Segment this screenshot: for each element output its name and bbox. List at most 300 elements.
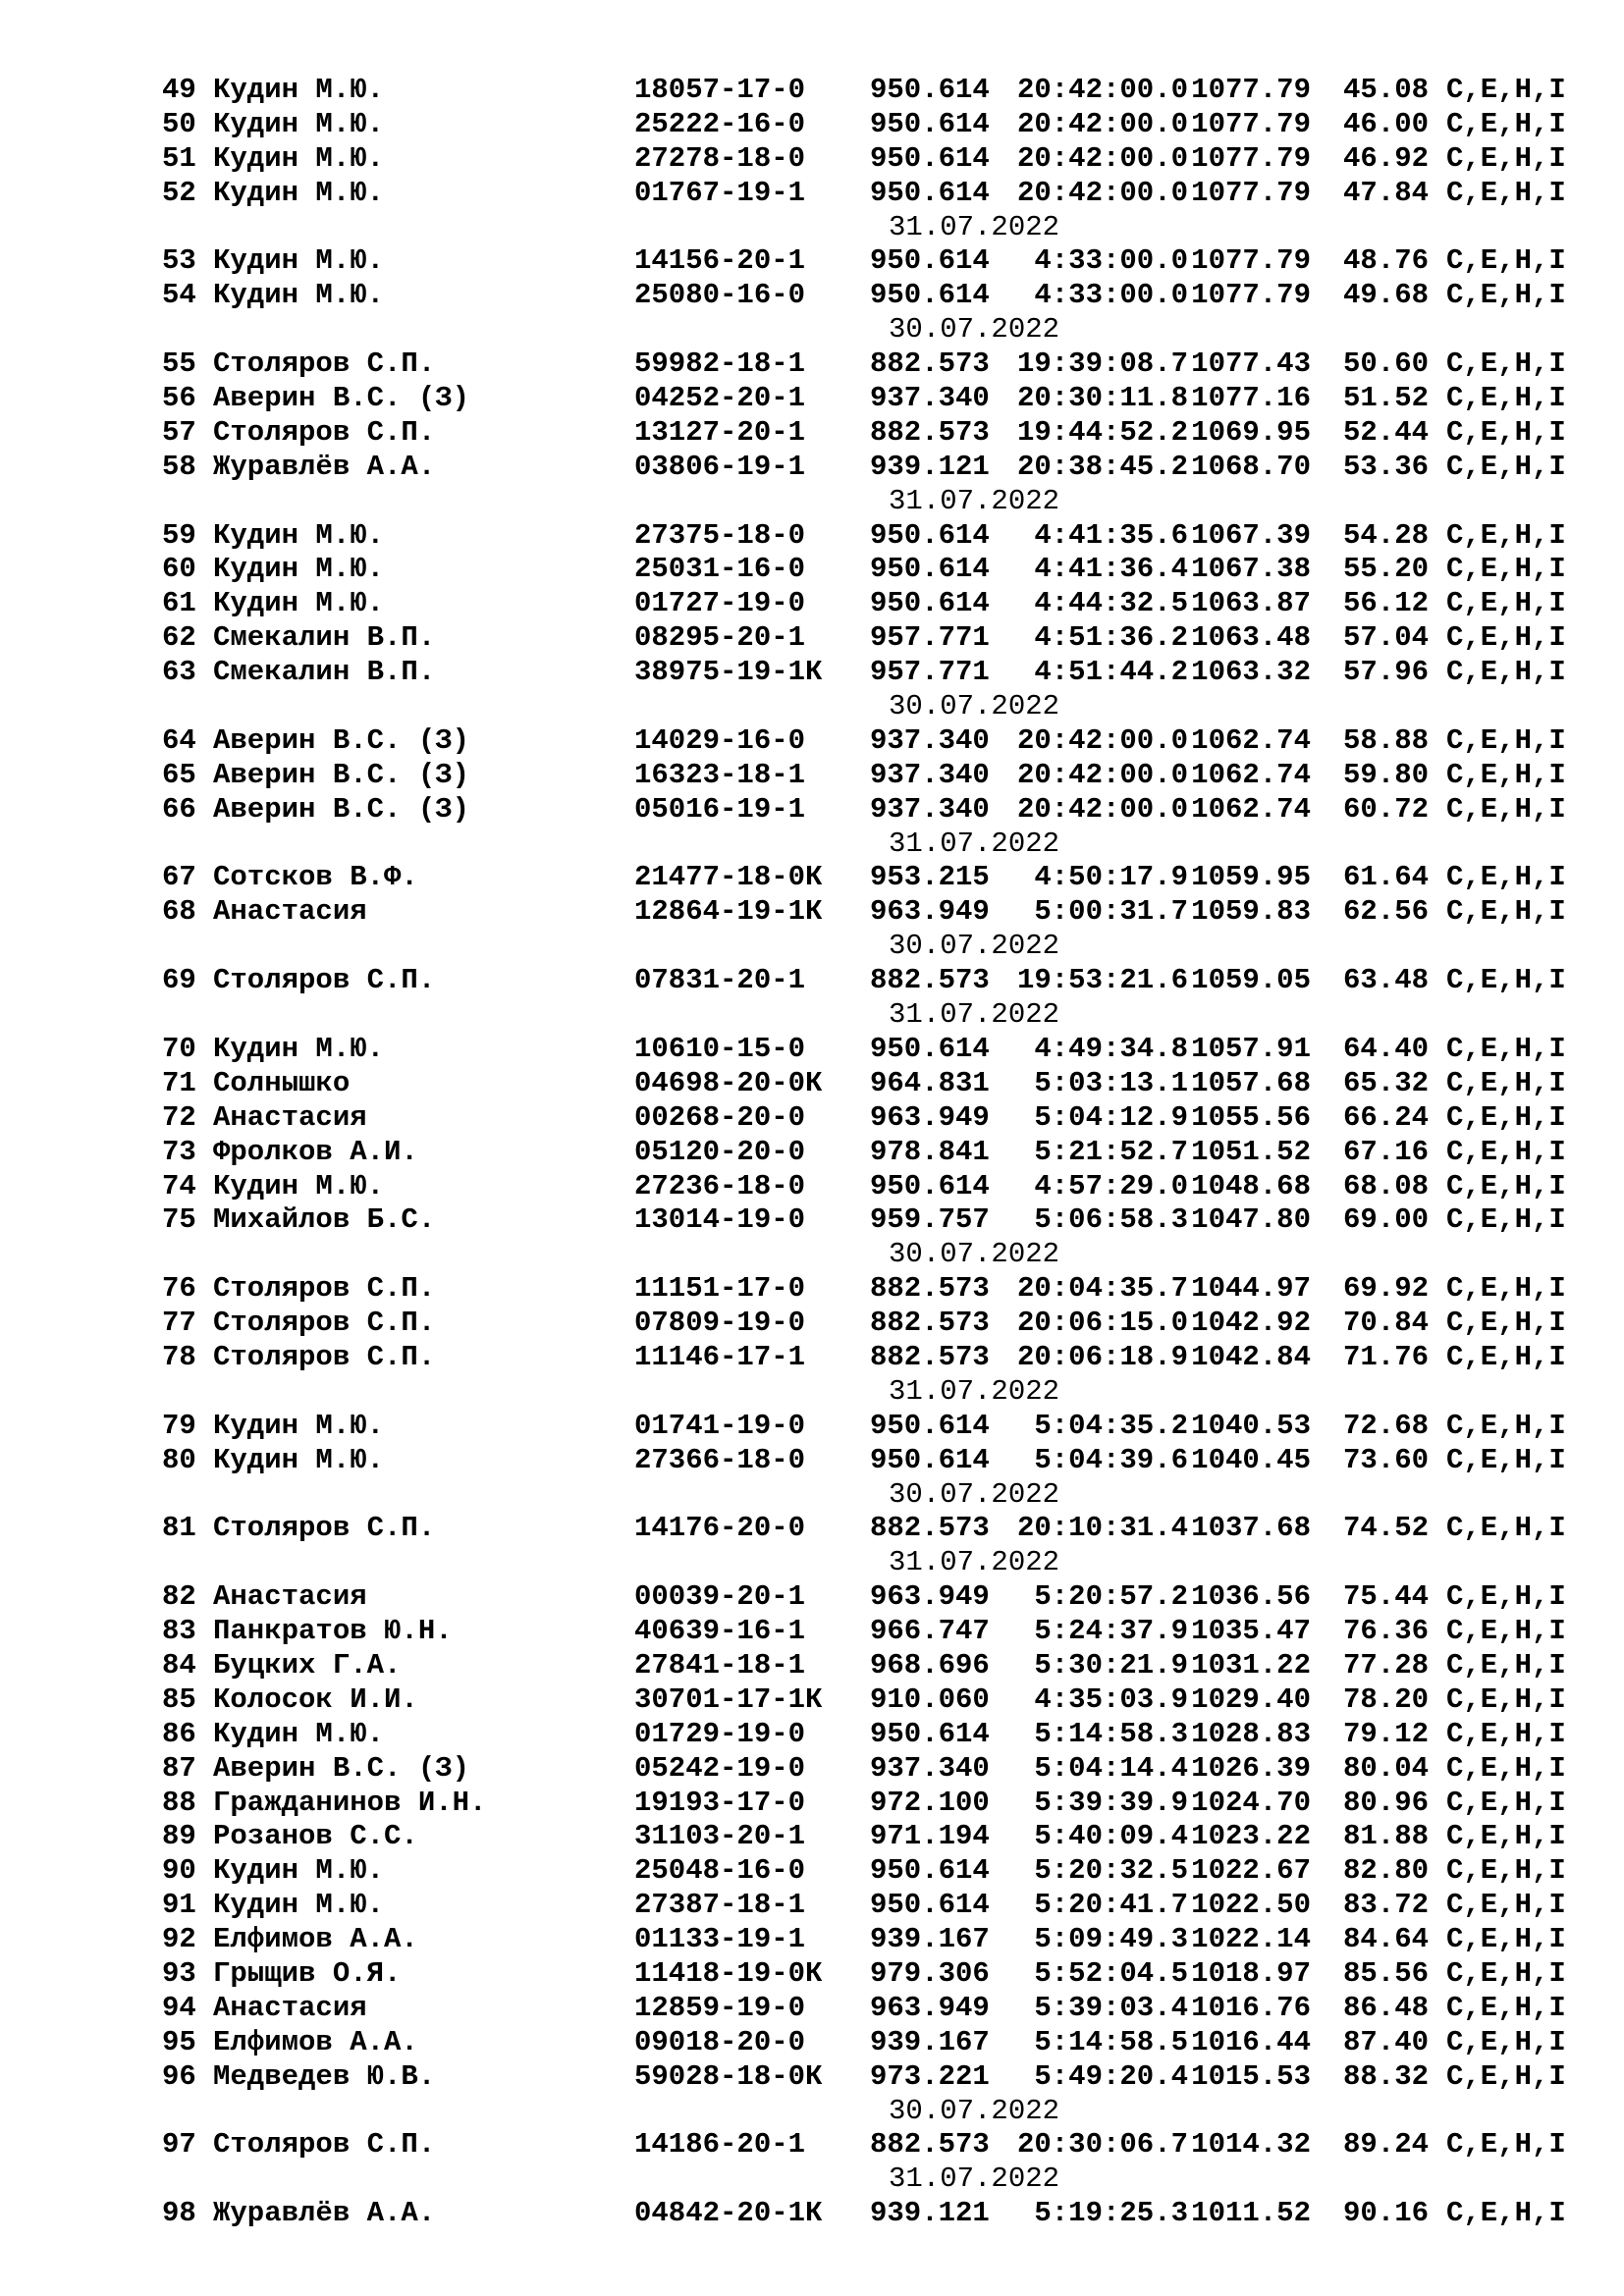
points: 88.32 (1342, 2059, 1429, 2093)
distance: 978.841 (870, 1135, 990, 1168)
points: 74.52 (1342, 1512, 1429, 1545)
points: 57.04 (1342, 621, 1429, 655)
fancier-name: Столяров С.П. (213, 1307, 436, 1340)
rank-number: 81 (162, 1512, 196, 1545)
date-separator: 31.07.2022 (889, 1546, 1060, 1579)
distance: 937.340 (870, 1751, 990, 1785)
speed: 1059.83 (1191, 895, 1311, 929)
result-row (162, 1854, 1603, 1889)
fancier-name: Кудин М.Ю. (213, 1409, 385, 1442)
date-separator: 31.07.2022 (889, 210, 1060, 243)
arrival-time: 5:14:58.3 (1034, 1717, 1188, 1750)
distance: 937.340 (870, 792, 990, 826)
result-row (162, 724, 1603, 759)
arrival-time: 4:41:35.6 (1034, 518, 1188, 552)
distance: 950.614 (870, 1889, 990, 1922)
fancier-name: Кудин М.Ю. (213, 74, 385, 106)
ring-number: 09018-20-0 (634, 2025, 806, 2058)
rank-number: 63 (162, 656, 196, 689)
arrival-time: 4:51:44.2 (1034, 656, 1188, 689)
points: 69.00 (1342, 1203, 1429, 1237)
arrival-time: 5:19:25.3 (1034, 2197, 1188, 2230)
rank-number: 77 (162, 1307, 196, 1340)
rank-number: 87 (162, 1751, 196, 1785)
result-row (162, 1923, 1603, 1957)
result-row (162, 587, 1603, 621)
ring-number: 08295-20-1 (634, 621, 806, 655)
distance: 937.340 (870, 758, 990, 791)
distance: 882.573 (870, 2128, 990, 2162)
speed: 1062.74 (1191, 723, 1311, 757)
distance: 882.573 (870, 415, 990, 449)
result-row (162, 1170, 1603, 1204)
distance: 972.100 (870, 1786, 990, 1819)
flags: C,E,H,I (1446, 553, 1566, 586)
result-row (162, 2026, 1603, 2060)
fancier-name: Елфимов А.А. (213, 1923, 418, 1956)
speed: 1016.44 (1191, 2025, 1311, 2058)
ring-number: 13014-19-0 (634, 1203, 806, 1237)
rank-number: 56 (162, 382, 196, 415)
points: 61.64 (1342, 861, 1429, 894)
fancier-name: Аверин В.С. (З) (213, 382, 470, 415)
rank-number: 64 (162, 723, 196, 757)
points: 48.76 (1342, 244, 1429, 278)
points: 45.08 (1342, 74, 1429, 106)
speed: 1062.74 (1191, 758, 1311, 791)
rank-number: 67 (162, 861, 196, 894)
result-row (162, 347, 1603, 382)
points: 47.84 (1342, 176, 1429, 209)
result-row (162, 1787, 1603, 1821)
speed: 1042.84 (1191, 1340, 1311, 1373)
date-separator: 31.07.2022 (889, 2163, 1060, 2196)
result-row (162, 1615, 1603, 1649)
distance: 950.614 (870, 1409, 990, 1442)
speed: 1057.68 (1191, 1066, 1311, 1099)
ring-number: 27366-18-0 (634, 1443, 806, 1476)
ring-number: 07831-20-1 (634, 964, 806, 997)
fancier-name: Кудин М.Ю. (213, 1169, 385, 1202)
flags: C,E,H,I (1446, 1717, 1566, 1750)
ring-number: 40639-16-1 (634, 1615, 806, 1648)
ring-number: 01133-19-1 (634, 1923, 806, 1956)
result-row (162, 621, 1603, 656)
distance: 973.221 (870, 2059, 990, 2093)
fancier-name: Кудин М.Ю. (213, 1717, 385, 1750)
speed: 1047.80 (1191, 1203, 1311, 1237)
flags: C,E,H,I (1446, 107, 1566, 140)
speed: 1040.53 (1191, 1409, 1311, 1442)
rank-number: 55 (162, 347, 196, 381)
fancier-name: Кудин М.Ю. (213, 1032, 385, 1065)
speed: 1011.52 (1191, 2197, 1311, 2230)
ring-number: 05016-19-1 (634, 792, 806, 826)
distance: 910.060 (870, 1682, 990, 1716)
result-row (162, 416, 1603, 451)
distance: 963.949 (870, 1991, 990, 2024)
arrival-time: 5:40:09.4 (1034, 1820, 1188, 1853)
distance: 950.614 (870, 1443, 990, 1476)
rank-number: 54 (162, 279, 196, 312)
ring-number: 30701-17-1К (634, 1682, 823, 1716)
points: 84.64 (1342, 1923, 1429, 1956)
fancier-name: Михайлов Б.С. (213, 1203, 436, 1237)
speed: 1035.47 (1191, 1615, 1311, 1648)
ring-number: 00039-20-1 (634, 1580, 806, 1614)
points: 54.28 (1342, 518, 1429, 552)
fancier-name: Журавлёв А.А. (213, 2197, 436, 2230)
distance: 963.949 (870, 895, 990, 929)
speed: 1029.40 (1191, 1682, 1311, 1716)
fancier-name: Аверин В.С. (З) (213, 1751, 470, 1785)
result-row (162, 382, 1603, 416)
result-row (162, 1752, 1603, 1787)
arrival-time: 19:39:08.7 (1016, 347, 1188, 381)
fancier-name: Кудин М.Ю. (213, 279, 385, 312)
fancier-name: Кудин М.Ю. (213, 518, 385, 552)
points: 62.56 (1342, 895, 1429, 929)
flags: C,E,H,I (1446, 964, 1566, 997)
arrival-time: 5:14:58.5 (1034, 2025, 1188, 2058)
date-separator: 31.07.2022 (889, 484, 1060, 517)
ring-number: 27236-18-0 (634, 1169, 806, 1202)
rank-number: 76 (162, 1272, 196, 1306)
ring-number: 04698-20-0К (634, 1066, 823, 1099)
date-separator: 30.07.2022 (889, 1238, 1060, 1271)
rank-number: 53 (162, 244, 196, 278)
result-row (162, 1067, 1603, 1101)
fancier-name: Кудин М.Ю. (213, 1443, 385, 1476)
result-row (162, 656, 1603, 690)
points: 50.60 (1342, 347, 1429, 381)
points: 81.88 (1342, 1820, 1429, 1853)
speed: 1062.74 (1191, 792, 1311, 826)
result-row (162, 451, 1603, 485)
speed: 1037.68 (1191, 1512, 1311, 1545)
ring-number: 01767-19-1 (634, 176, 806, 209)
rank-number: 66 (162, 792, 196, 826)
results-list (162, 74, 1603, 2231)
distance: 950.614 (870, 279, 990, 312)
fancier-name: Смекалин В.П. (213, 656, 436, 689)
speed: 1016.76 (1191, 1991, 1311, 2024)
result-row (162, 279, 1603, 313)
distance: 939.167 (870, 1923, 990, 1956)
fancier-name: Розанов С.С. (213, 1820, 418, 1853)
result-row (162, 759, 1603, 793)
flags: C,E,H,I (1446, 1786, 1566, 1819)
result-row (162, 1992, 1603, 2026)
fancier-name: Панкратов Ю.Н. (213, 1615, 453, 1648)
ring-number: 14029-16-0 (634, 723, 806, 757)
fancier-name: Анастасия (213, 895, 367, 929)
flags: C,E,H,I (1446, 792, 1566, 826)
rank-number: 61 (162, 587, 196, 620)
rank-number: 74 (162, 1169, 196, 1202)
arrival-time: 5:39:03.4 (1034, 1991, 1188, 2024)
distance: 950.614 (870, 518, 990, 552)
flags: C,E,H,I (1446, 1203, 1566, 1237)
points: 65.32 (1342, 1066, 1429, 1099)
speed: 1068.70 (1191, 450, 1311, 483)
result-row (162, 244, 1603, 279)
fancier-name: Фролков А.И. (213, 1135, 418, 1168)
fancier-name: Кудин М.Ю. (213, 107, 385, 140)
arrival-time: 20:30:11.8 (1016, 382, 1188, 415)
points: 69.92 (1342, 1272, 1429, 1306)
points: 70.84 (1342, 1307, 1429, 1340)
arrival-time: 5:30:21.9 (1034, 1648, 1188, 1682)
flags: C,E,H,I (1446, 1032, 1566, 1065)
flags: C,E,H,I (1446, 1615, 1566, 1648)
arrival-time: 20:38:45.2 (1016, 450, 1188, 483)
result-row (162, 1718, 1603, 1752)
speed: 1077.79 (1191, 74, 1311, 106)
rank-number: 82 (162, 1580, 196, 1614)
arrival-time: 20:06:15.0 (1016, 1307, 1188, 1340)
distance: 950.614 (870, 587, 990, 620)
result-row (162, 1033, 1603, 1067)
rank-number: 88 (162, 1786, 196, 1819)
distance: 950.614 (870, 1717, 990, 1750)
fancier-name: Столяров С.П. (213, 1272, 436, 1306)
points: 59.80 (1342, 758, 1429, 791)
speed: 1063.48 (1191, 621, 1311, 655)
rank-number: 91 (162, 1889, 196, 1922)
arrival-time: 5:20:57.2 (1034, 1580, 1188, 1614)
points: 49.68 (1342, 279, 1429, 312)
rank-number: 68 (162, 895, 196, 929)
points: 51.52 (1342, 382, 1429, 415)
result-row (162, 1889, 1603, 1923)
points: 58.88 (1342, 723, 1429, 757)
flags: C,E,H,I (1446, 1854, 1566, 1888)
ring-number: 31103-20-1 (634, 1820, 806, 1853)
fancier-name: Сотсков В.Ф. (213, 861, 418, 894)
arrival-time: 5:04:35.2 (1034, 1409, 1188, 1442)
flags: C,E,H,I (1446, 1751, 1566, 1785)
points: 75.44 (1342, 1580, 1429, 1614)
ring-number: 10610-15-0 (634, 1032, 806, 1065)
result-row (162, 1136, 1603, 1170)
ring-number: 16323-18-1 (634, 758, 806, 791)
arrival-time: 5:39:39.9 (1034, 1786, 1188, 1819)
points: 80.04 (1342, 1751, 1429, 1785)
result-row (162, 1820, 1603, 1854)
flags: C,E,H,I (1446, 2025, 1566, 2058)
points: 78.20 (1342, 1682, 1429, 1716)
result-row (162, 108, 1603, 142)
flags: C,E,H,I (1446, 1272, 1566, 1306)
rank-number: 85 (162, 1682, 196, 1716)
ring-number: 21477-18-0К (634, 861, 823, 894)
ring-number: 38975-19-1К (634, 656, 823, 689)
points: 86.48 (1342, 1991, 1429, 2024)
rank-number: 49 (162, 74, 196, 106)
fancier-name: Анастасия (213, 1580, 367, 1614)
ring-number: 13127-20-1 (634, 415, 806, 449)
result-row (162, 1272, 1603, 1307)
rank-number: 98 (162, 2197, 196, 2230)
fancier-name: Аверин В.С. (З) (213, 723, 470, 757)
fancier-name: Елфимов А.А. (213, 2025, 418, 2058)
result-row (162, 1444, 1603, 1478)
rank-number: 96 (162, 2059, 196, 2093)
speed: 1059.05 (1191, 964, 1311, 997)
flags: C,E,H,I (1446, 244, 1566, 278)
points: 57.96 (1342, 656, 1429, 689)
rank-number: 83 (162, 1615, 196, 1648)
fancier-name: Журавлёв А.А. (213, 450, 436, 483)
rank-number: 92 (162, 1923, 196, 1956)
arrival-time: 4:41:36.4 (1034, 553, 1188, 586)
distance: 957.771 (870, 656, 990, 689)
speed: 1031.22 (1191, 1648, 1311, 1682)
fancier-name: Колосок И.И. (213, 1682, 418, 1716)
result-row (162, 1649, 1603, 1683)
distance: 939.121 (870, 2197, 990, 2230)
points: 87.40 (1342, 2025, 1429, 2058)
result-row (162, 519, 1603, 554)
rank-number: 95 (162, 2025, 196, 2058)
fancier-name: Столяров С.П. (213, 415, 436, 449)
speed: 1077.79 (1191, 279, 1311, 312)
ring-number: 27278-18-0 (634, 141, 806, 175)
rank-number: 62 (162, 621, 196, 655)
date-separator: 30.07.2022 (889, 2094, 1060, 2127)
flags: C,E,H,I (1446, 1512, 1566, 1545)
ring-number: 04252-20-1 (634, 382, 806, 415)
result-row (162, 1410, 1603, 1444)
distance: 937.340 (870, 382, 990, 415)
flags: C,E,H,I (1446, 1682, 1566, 1716)
flags: C,E,H,I (1446, 1991, 1566, 2024)
rank-number: 93 (162, 1956, 196, 1990)
flags: C,E,H,I (1446, 2059, 1566, 2093)
flags: C,E,H,I (1446, 279, 1566, 312)
rank-number: 79 (162, 1409, 196, 1442)
rank-number: 90 (162, 1854, 196, 1888)
distance: 882.573 (870, 1272, 990, 1306)
fancier-name: Аверин В.С. (З) (213, 758, 470, 791)
rank-number: 57 (162, 415, 196, 449)
distance: 950.614 (870, 553, 990, 586)
flags: C,E,H,I (1446, 141, 1566, 175)
flags: C,E,H,I (1446, 1648, 1566, 1682)
points: 64.40 (1342, 1032, 1429, 1065)
rank-number: 75 (162, 1203, 196, 1237)
distance: 882.573 (870, 347, 990, 381)
result-row (162, 895, 1603, 930)
distance: 950.614 (870, 74, 990, 106)
flags: C,E,H,I (1446, 1169, 1566, 1202)
speed: 1077.79 (1191, 176, 1311, 209)
ring-number: 25080-16-0 (634, 279, 806, 312)
arrival-time: 5:04:14.4 (1034, 1751, 1188, 1785)
distance: 950.614 (870, 1854, 990, 1888)
points: 71.76 (1342, 1340, 1429, 1373)
result-row (162, 2060, 1603, 2095)
speed: 1063.32 (1191, 656, 1311, 689)
flags: C,E,H,I (1446, 2128, 1566, 2162)
points: 85.56 (1342, 1956, 1429, 1990)
distance: 968.696 (870, 1648, 990, 1682)
ring-number: 27387-18-1 (634, 1889, 806, 1922)
arrival-time: 20:42:00.0 (1016, 107, 1188, 140)
flags: C,E,H,I (1446, 1340, 1566, 1373)
rank-number: 72 (162, 1100, 196, 1134)
fancier-name: Грыщив О.Я. (213, 1956, 402, 1990)
flags: C,E,H,I (1446, 895, 1566, 929)
points: 56.12 (1342, 587, 1429, 620)
result-row (162, 1341, 1603, 1375)
speed: 1077.43 (1191, 347, 1311, 381)
result-row (162, 793, 1603, 828)
rank-number: 86 (162, 1717, 196, 1750)
ring-number: 59982-18-1 (634, 347, 806, 381)
flags: C,E,H,I (1446, 1100, 1566, 1134)
speed: 1077.79 (1191, 244, 1311, 278)
speed: 1067.39 (1191, 518, 1311, 552)
arrival-time: 5:49:20.4 (1034, 2059, 1188, 2093)
speed: 1040.45 (1191, 1443, 1311, 1476)
ring-number: 05120-20-0 (634, 1135, 806, 1168)
ring-number: 01727-19-0 (634, 587, 806, 620)
points: 73.60 (1342, 1443, 1429, 1476)
points: 60.72 (1342, 792, 1429, 826)
arrival-time: 5:21:52.7 (1034, 1135, 1188, 1168)
flags: C,E,H,I (1446, 518, 1566, 552)
ring-number: 27841-18-1 (634, 1648, 806, 1682)
speed: 1042.92 (1191, 1307, 1311, 1340)
points: 72.68 (1342, 1409, 1429, 1442)
fancier-name: Кудин М.Ю. (213, 176, 385, 209)
fancier-name: Смекалин В.П. (213, 621, 436, 655)
arrival-time: 4:35:03.9 (1034, 1682, 1188, 1716)
rank-number: 89 (162, 1820, 196, 1853)
arrival-time: 20:30:06.7 (1016, 2128, 1188, 2162)
speed: 1063.87 (1191, 587, 1311, 620)
points: 46.00 (1342, 107, 1429, 140)
result-row (162, 177, 1603, 211)
arrival-time: 4:33:00.0 (1034, 244, 1188, 278)
ring-number: 14156-20-1 (634, 244, 806, 278)
distance: 939.121 (870, 450, 990, 483)
rank-number: 65 (162, 758, 196, 791)
rank-number: 59 (162, 518, 196, 552)
ring-number: 18057-17-0 (634, 74, 806, 106)
arrival-time: 4:44:32.5 (1034, 587, 1188, 620)
distance: 957.771 (870, 621, 990, 655)
date-separator: 31.07.2022 (889, 827, 1060, 860)
flags: C,E,H,I (1446, 1409, 1566, 1442)
result-row (162, 1101, 1603, 1136)
flags: C,E,H,I (1446, 1580, 1566, 1614)
result-row (162, 964, 1603, 998)
distance: 882.573 (870, 1340, 990, 1373)
fancier-name: Буцких Г.А. (213, 1648, 402, 1682)
date-separator: 31.07.2022 (889, 1374, 1060, 1408)
ring-number: 11418-19-0К (634, 1956, 823, 1990)
distance: 939.167 (870, 2025, 990, 2058)
arrival-time: 5:04:12.9 (1034, 1100, 1188, 1134)
flags: C,E,H,I (1446, 656, 1566, 689)
distance: 963.949 (870, 1580, 990, 1614)
speed: 1022.14 (1191, 1923, 1311, 1956)
flags: C,E,H,I (1446, 382, 1566, 415)
speed: 1023.22 (1191, 1820, 1311, 1853)
